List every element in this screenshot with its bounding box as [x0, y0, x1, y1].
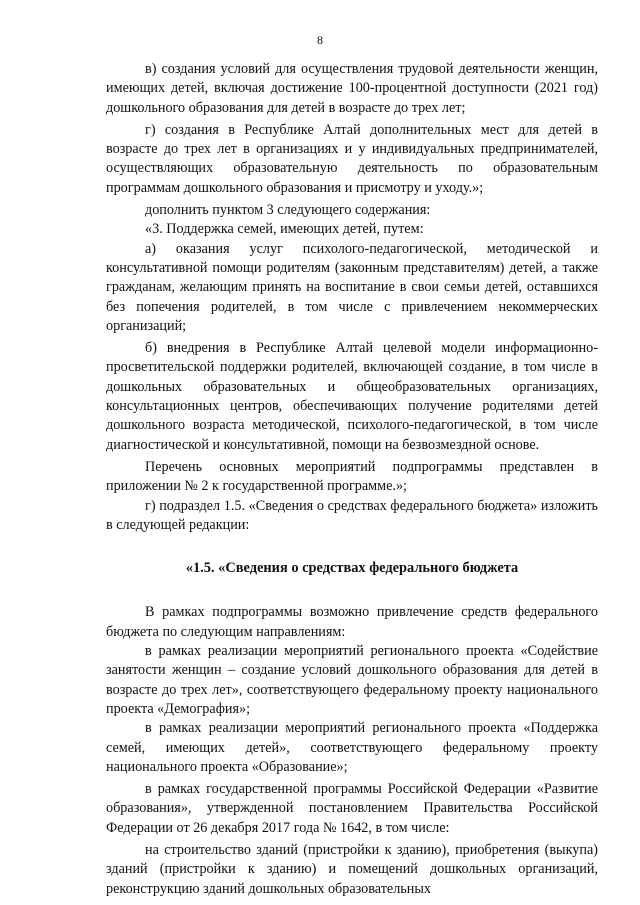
paragraph-item-a: а) оказания услуг психолого-педагогической, методической и консультативной помощи родителям (законным представителям) детей, а также гражданам, желающим принять на воспитание в свои семьи детей, оставшихся без попечения родителей, в том числе с привлечением некоммерческих организаций;: [106, 240, 598, 334]
section-paragraph-demography: в рамках реализации мероприятий регионального проекта «Содействие занятости женщин – создание условий дошкольного образования для детей в возрасте до трех лет», соответствующего федеральному проекту национального проекта «Демография»;: [106, 643, 598, 717]
section-paragraph-construction: на строительство зданий (пристройки к зданию), приобретения (выкупа) зданий (пристройки к зданию) и помещений дошкольных организаций, реконструкцию зданий дошкольных образовательных: [106, 841, 598, 897]
paragraph-subsection-edit: г) подраздел 1.5. «Сведения о средствах федерального бюджета» изложить в следующей редакции:: [106, 497, 598, 533]
document-body: [106, 60, 598, 899]
section-paragraph-families: в рамках реализации мероприятий регионального проекта «Поддержка семей, имеющих детей», соответствующего федеральному проекту национального проекта «Образование»;: [106, 720, 598, 775]
section-paragraph-state-program: в рамках государственной программы Российской Федерации «Развитие образования», утвержденной постановлением Правительства Российской Федерации от 26 декабря 2017 года № 1642, в том числе:: [106, 781, 598, 836]
paragraph-item-b: б) внедрения в Республике Алтай целевой модели информационно-просветительской поддержки родителей, включающей создание, в том числе в дошкольных образовательных и общеобразовательных организациях, консультационных центров, обеспечивающих получение родителями детей дошкольного возраста методической, психолого-педагогической, в том числе диагностической и консультативной, помощи на безвозмездной основе.: [106, 340, 598, 453]
paragraph-item-v: в) создания условий для осуществления трудовой деятельности женщин, имеющих детей, включая достижение 100-процентной доступности (2021 год) дошкольного образования для детей в возрасте до трех лет;: [106, 61, 598, 116]
paragraph-add-point-3: дополнить пунктом 3 следующего содержания:: [145, 202, 431, 219]
paragraph-item-g: г) создания в Республике Алтай дополнительных мест для детей в возрасте до трех лет в организациях и у индивидуальных предпринимателей, осуществляющих образовательную деятельность по образовательным программам дошкольного образования и присмотру и уходу.»;: [106, 121, 598, 196]
paragraph-measures-list: Перечень основных мероприятий подпрограммы представлен в приложении № 2 к государственной программе.»;: [106, 458, 598, 495]
section-heading: «1.5. «Сведения о средствах федерального бюджета: [185, 560, 519, 577]
paragraph-point-3-title: «3. Поддержка семей, имеющих детей, путем:: [145, 221, 424, 238]
page-number: 8: [317, 33, 323, 47]
section-paragraph-intro: В рамках подпрограммы возможно привлечение средств федерального бюджета по следующим направлениям:: [106, 604, 598, 640]
